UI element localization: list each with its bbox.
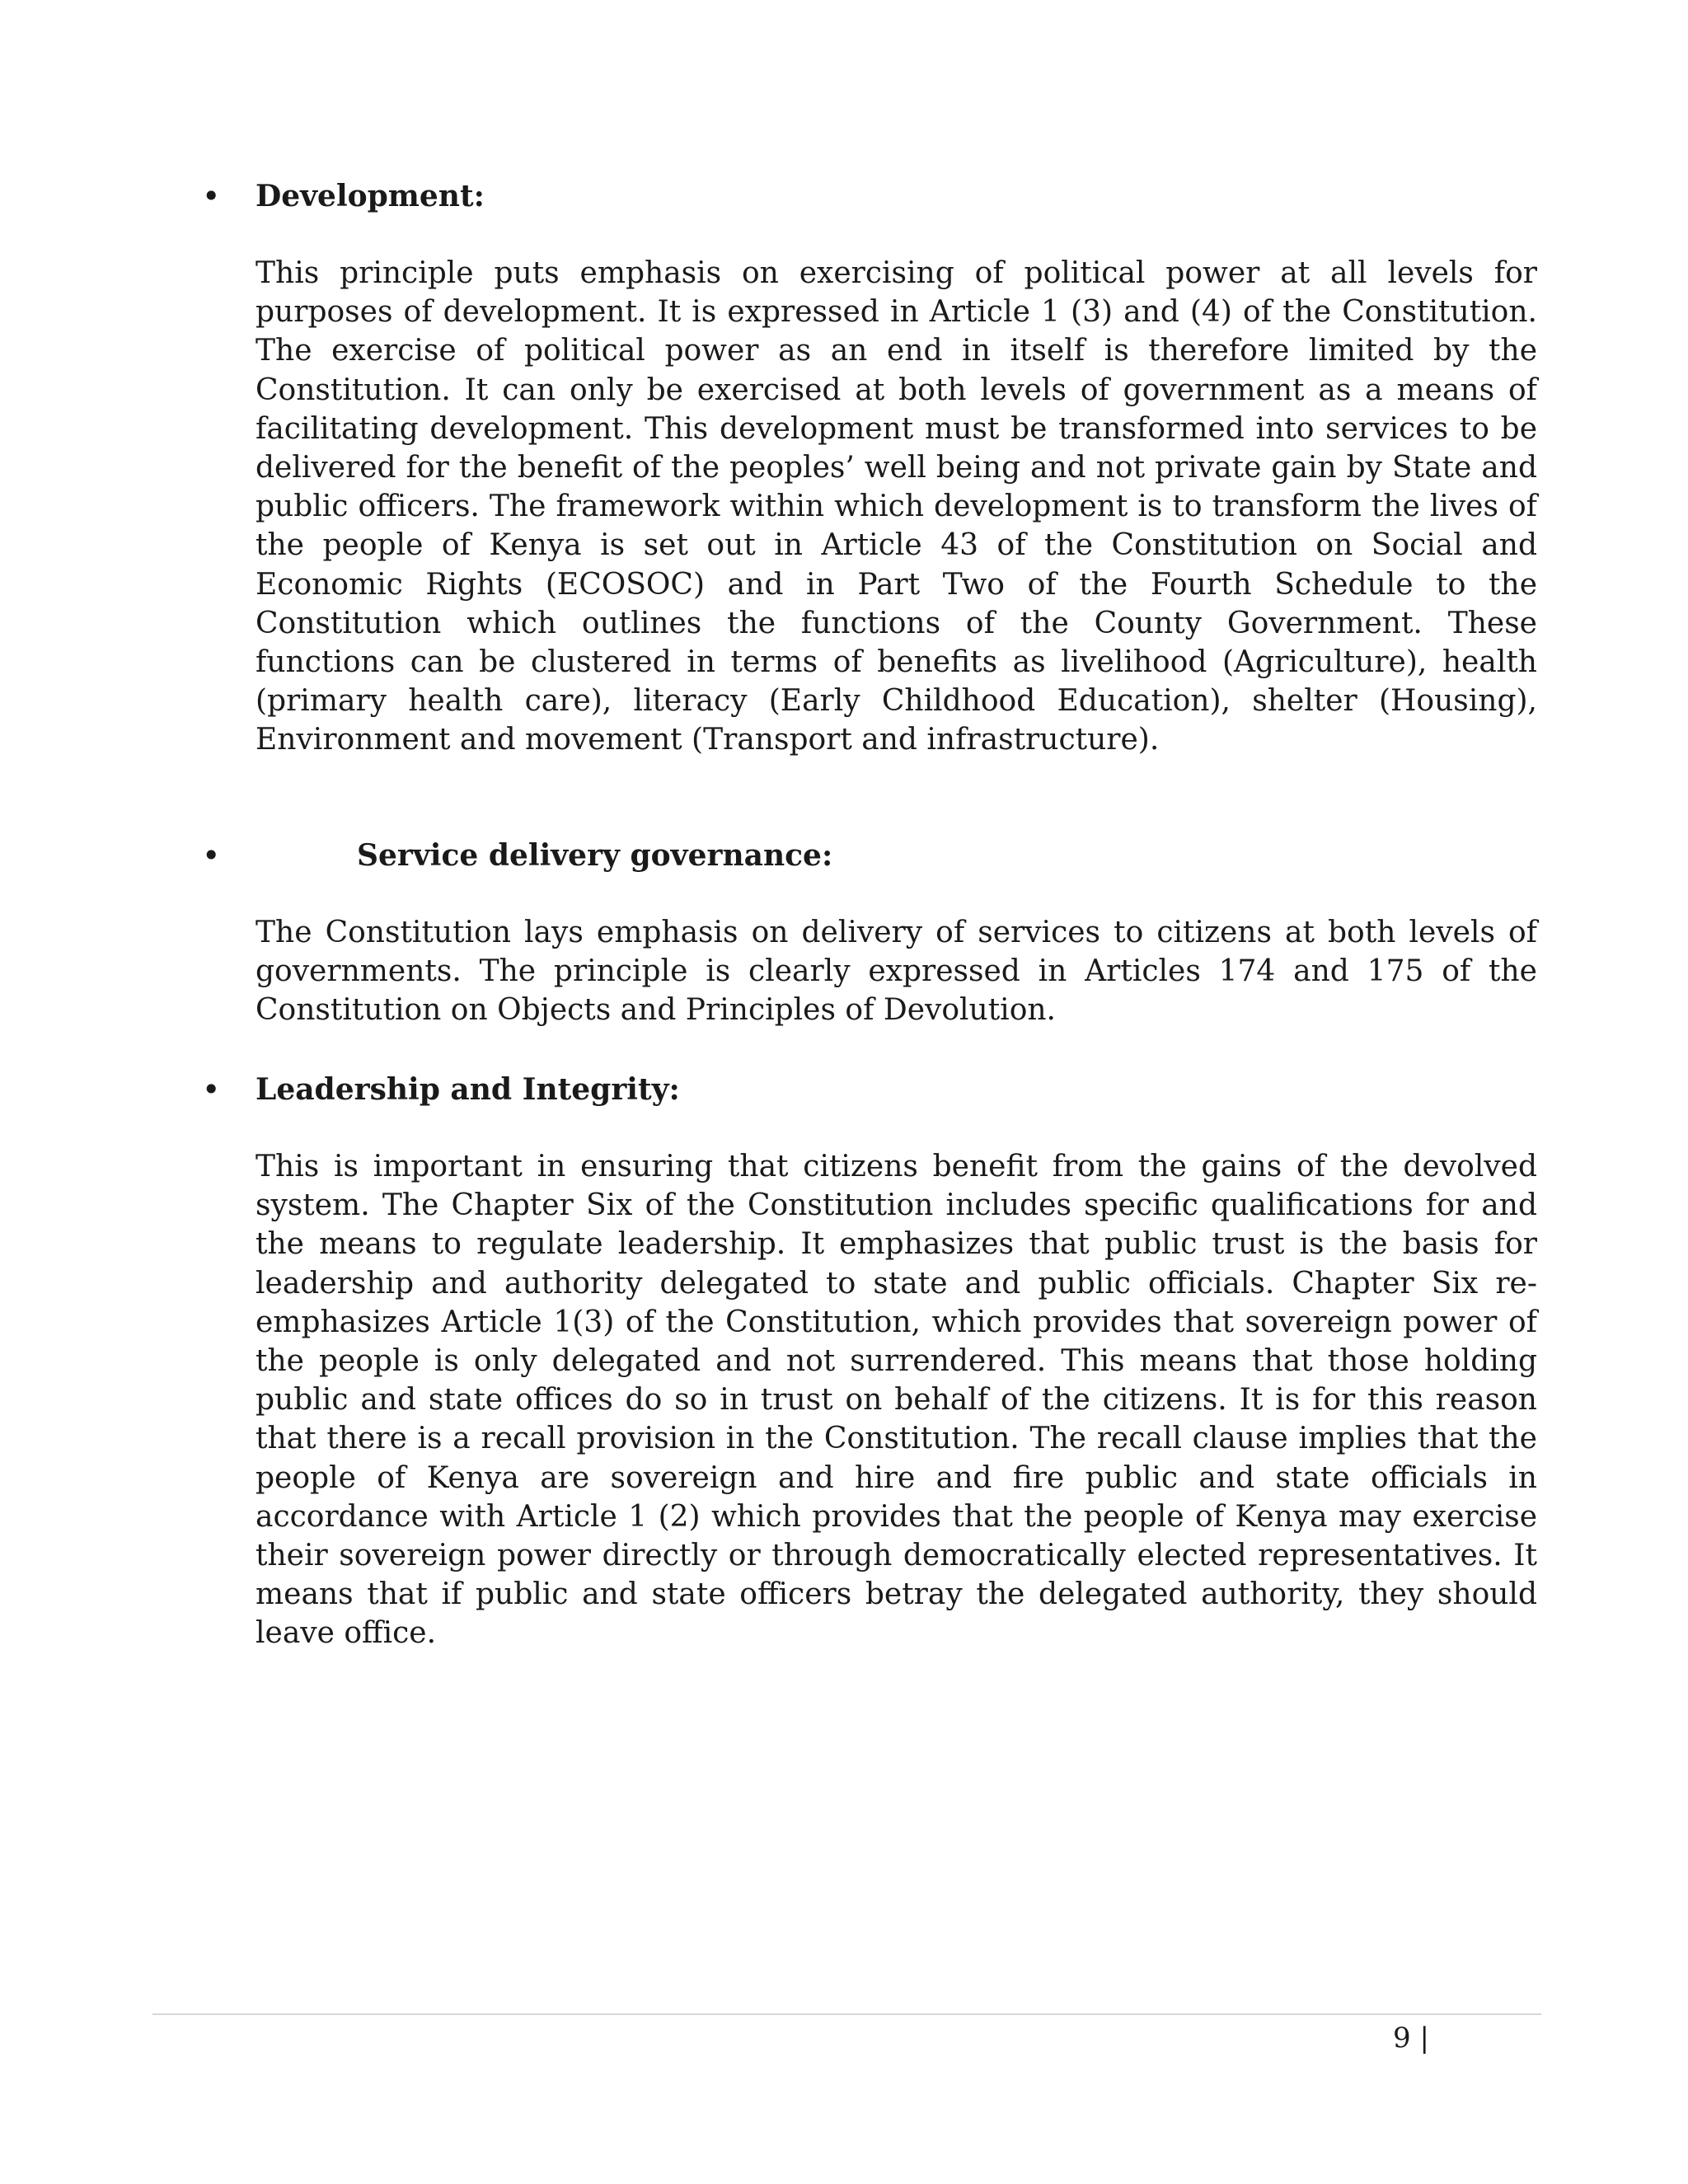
section-service-delivery-governance: [202, 835, 1537, 1030]
section-leadership-and-integrity: [202, 1069, 1537, 1653]
section-heading: Service delivery governance:: [357, 838, 833, 873]
footer-divider: [152, 2013, 1541, 2015]
bullet-heading-row: [202, 176, 1537, 217]
section-development: [202, 176, 1537, 760]
bullet-heading-row: [202, 1069, 1537, 1110]
bullet-heading-row: [202, 835, 1537, 876]
section-paragraph: This principle puts emphasis on exercising of political power at all levels for purposes of development. It is expressed in Article 1 (3) and (4) of the Constitution. The exercise of political power as an end in itself is therefore limited by the Constitution. It can only be exercised at both levels of government as a means of facilitating development. This development must be transformed into services to be delivered for the benefit of the peoples’ well being and not private gain by State and public officers. The framework within which development is to transform the lives of the people of Kenya is set out in Article 43 of the Constitution on Social and Economic Rights (ECOSOC) and in Part Two of the Fourth Schedule to the Constitution which outlines the functions of the County Government. These functions can be clustered in terms of benefits as livelihood (Agriculture), health (primary health care), literacy (Early Childhood Education), shelter (Housing), Environment and movement (Transport and infrastructure).: [256, 256, 1537, 757]
section-heading: Leadership and Integrity:: [256, 1072, 680, 1107]
section-paragraph: This is important in ensuring that citizens benefit from the gains of the devolved system. The Chapter Six of the Constitution includes specific qualifications for and the means to regulate leadership. It emphasizes that public trust is the basis for leadership and authority delegated to state and public officials. Chapter Six re-emphasizes Article 1(3) of the Constitution, which provides that sovereign power of the people is only delegated and not surrendered. This means that those holding public and state offices do so in trust on behalf of the citizens. It is for this reason that there is a recall provision in the Constitution. The recall clause implies that the people of Kenya are sovereign and hire and fire public and state officials in accordance with Article 1 (2) which provides that the people of Kenya may exercise their sovereign power directly or through democratically elected representatives. It means that if public and state officers betray the delegated authority, they should leave office.: [256, 1150, 1537, 1651]
section-paragraph: The Constitution lays emphasis on delivery of services to citizens at both levels of governments. The principle is clearly expressed in Articles 174 and 175 of the Constitution on Objects and Principles of Devolution.: [256, 916, 1537, 1028]
section-heading: Development:: [256, 179, 485, 213]
bullet-icon: •: [202, 1071, 221, 1108]
page-number: 9 |: [1393, 2022, 1429, 2055]
bullet-icon: •: [202, 178, 221, 214]
bullet-icon: •: [202, 837, 221, 874]
